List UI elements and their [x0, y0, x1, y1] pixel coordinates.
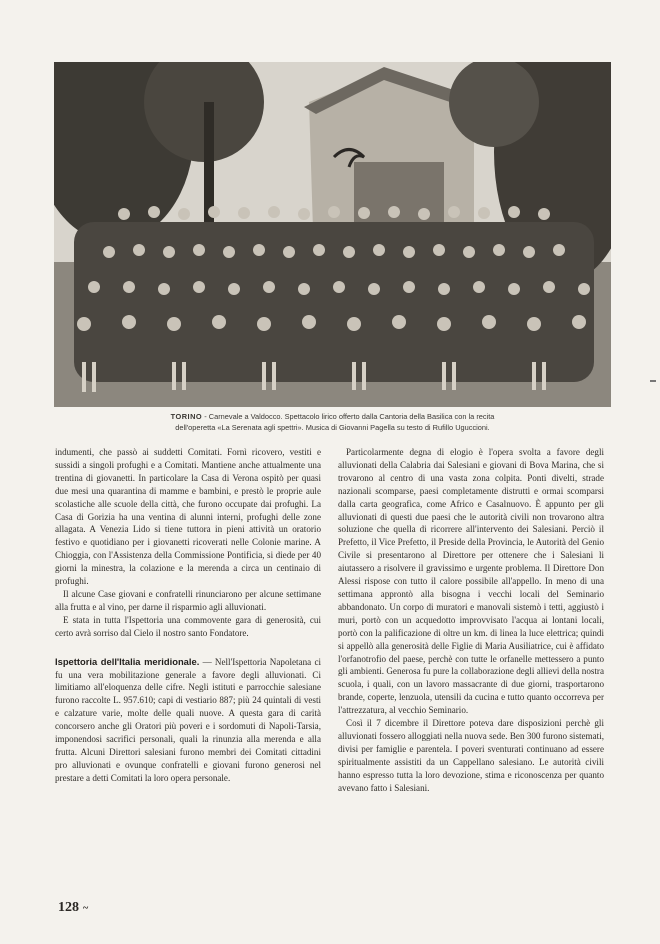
- left-paragraph-2: Il alcune Case giovani e confratelli rinunciarono per alcune settimane alla frutta e al vino, per darne il risparmio agli alluvionati.: [55, 588, 321, 612]
- photo-illustration: [54, 62, 611, 407]
- caption-place: TORINO: [170, 412, 203, 421]
- left-paragraph-1: indumenti, che passò ai suddetti Comitati. Fornì ricovero, vestiti e sussidi a singoli profughi e a Comitati. Mantiene anche attualmente una trentina di giovanetti. In particolare la Casa di Verona ospitò per quasi due mesi una quarantina di mamme e bambini, e prestò le proprie aule scolastiche alle scuole della città, che furono occupate dai profughi. La Casa di Gorizia ha una ventina di alunni interni, profughi delle zone allagata. A Venezia Lido si tiene tuttora in pieni attività un oratorio festivo e quotidiano per i giovanetti ricoverati nelle Colonie marine. A Chioggia, con l'Assistenza della Commissione Pontificia, si diede per 40 giorni la minestra, la colazione e la merenda a circa un centinaio di profughi.: [55, 447, 321, 587]
- left-column: [55, 446, 321, 785]
- page-number: 128: [58, 900, 79, 915]
- photo-crowd: [74, 222, 594, 382]
- caption-line-2: dell'operetta «La Serenata agli spettri». Musica di Giovanni Pagella su testo di Rufillo Uguccioni.: [175, 422, 490, 432]
- photo-caption: [60, 412, 605, 433]
- right-column: [338, 446, 604, 794]
- left-paragraph-3: E stata in tutta l'Ispettoria una commovente gara di generosità, cui certo avrà sorriso dal Cielo il nostro santo Fondatore.: [55, 614, 321, 638]
- left-paragraph-4: [55, 656, 321, 785]
- edge-mark: [650, 380, 656, 382]
- right-paragraph-1: Particolarmente degna di elogio è l'opera svolta a favore degli alluvionati della Calabria dai Salesiani e giovani di Bova Marina, che si trovarono al centro di una vasta zona colpita. Ponti divelti, strade nazionali scomparse, paesi completamente distrutti e ormai scomparsi dalla carta geografica, come Africo e Casalnuovo. È appunto per gli alluvionati di questi due paesi che le autorità civili non trovarono altra soluzione che quella di ricorrere all'intervento dei Salesiani. Perciò il Prefetto, il Vice Prefetto, il Preside della Provincia, le Autorità del Genio Civile si presentarono al Direttore per ottenere che i Salesiani li aiutassero a risolvere il gravissimo e urgente problema. Il Direttore Don Alessi rispose con tutto il calore possibile all'appello. In meno di una settimana approntò alla bisogna i vecchi locali del Seminario abbandonato. Un corpo di muratori e manovali sistemò i tetti, aggiustò i muri, portò con un acquedotto improvvisato l'acqua ai lontani locali, portò con la palificazione di oltre un km. di linea la luce elettrica; quindi si appellò alla generosità delle Figlie di Maria Ausiliatrice, cui è affidato l'orfanotrofio del paese, perchè con tutte le orfanelle mettessero a punto gli ambienti. Generosa fu pure la collaborazione degli allievi della nostra scuola, i quali, con un lavoro massacrante di due giorni, trasportarono brande, coperte, lenzuola, utensili da cucina e tutto quanto occorreva per l'attrezzatura, al vecchio Seminario.: [338, 447, 604, 716]
- right-paragraph-2: Così il 7 dicembre il Direttore poteva dare disposizioni perchè gli alluvionati fossero alloggiati nella nuova sede. Ben 300 furono sistemati, divisi per famiglie e parentela. I poveri sventurati continuano ad essere spiritualmente assistiti da un Cappellano salesiano. Le autorità civili hanno espresso tutta la loro devozione, stima e riconoscenza per quanto avevano fatto i Salesiani.: [338, 718, 604, 793]
- group-photo: [54, 62, 611, 407]
- footer-mark: ~: [83, 903, 89, 914]
- caption-line-1: - Carnevale a Valdocco. Spettacolo lirico offerto dalla Cantoria della Basilica con la recita: [202, 412, 495, 421]
- section-heading: Ispettoria dell'Italia meridionale.: [55, 655, 200, 667]
- section-body: — Nell'Ispettoria Napoletana ci fu una vera mobilitazione generale a favore degli alluvionati. Ci limitiamo all'eloquenza delle cifre. Negli istituti e parrocchie salesiane furono raccolte L. 957.610; capi di vestiario 887; più 24 quintali di vesti e calzature varie, molte delle quali nuove. A questa gara di carità concorsero anche gli Oratori più poveri e i sordomuti di Napoli-Tarsia, imponendosi sacrifici personali, quali la rinunzia alla merenda e alla frutta. Alcuni Direttori salesiani furono membri dei Comitati cittadini pro alluvionati e ovunque confratelli e giovani furono generosi nel prestare a detti Comitati la loro opera personale.: [55, 656, 322, 783]
- page-footer: [58, 900, 88, 916]
